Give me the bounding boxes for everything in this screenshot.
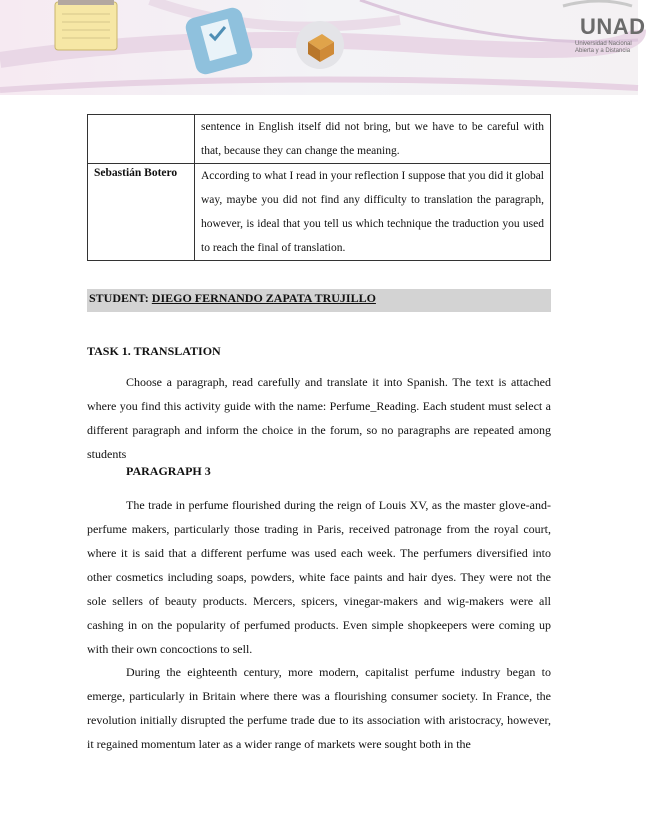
reviewer-comment: According to what I read in your reflection I suppose that you did it global way, maybe you did not find any difficulty to translation the paragraph, however, is ideal that you tell us which technique the traduction you used to reach the final of translation. xyxy=(201,170,544,254)
paragraph-3-continuation: During the eighteenth century, more modern, capitalist perfume industry began to emerge, particularly in Britain where there was a flourishing consumer society. In France, the revolution initially disrupted the perfume trade due to its association with aristocracy, however, it regained momentum later as a wider range of markets were sought both in the xyxy=(87,665,551,751)
student-label: STUDENT: xyxy=(89,291,149,305)
table-row xyxy=(88,164,551,261)
unad-logo-subtitle: Universidad Nacional Abierta y a Distancia xyxy=(575,41,632,54)
page-header-banner xyxy=(0,0,646,105)
comment-cell xyxy=(195,164,551,261)
student-name: DIEGO FERNANDO ZAPATA TRUJILLO xyxy=(151,291,376,305)
paragraph-3-text: The trade in perfume flourished during the reign of Louis XV, as the master glove-and-perfume makers, particularly those trading in Paris, received patronage from the royal court, where it is said that a different perfume was used each week. The perfumers diversified into other cosmetics including soaps, powders, white face paints and hair dyes. They were not the sole sellers of beauty products. Mercers, spicers, vinegar-makers and wig-makers were all cashing in on the popularity of perfumed products. Even simple shopkeepers were coming up with their own concoctions to sell. xyxy=(87,498,551,656)
reviewer-name: Sebastián Botero xyxy=(88,164,195,261)
comment-continuation: sentence in English itself did not bring, but we have to be careful with that, because they can change the meaning. xyxy=(201,121,544,157)
notepad-icon xyxy=(55,0,117,50)
unad-logo-text: UNAD xyxy=(580,14,646,39)
task-title: TASK 1. TRANSLATION xyxy=(87,344,221,358)
student-header-bar xyxy=(87,289,551,312)
task-instructions: Choose a paragraph, read carefully and translate it into Spanish. The text is attached where you find this activity guide with the name: Perfume_Reading. Each student must select a different paragraph and inform the choice in the forum, so no paragraphs are repeated among students xyxy=(87,375,551,461)
table-row xyxy=(88,115,551,164)
comment-cell xyxy=(195,115,551,164)
empty-name-cell xyxy=(88,115,195,164)
paragraph-label: PARAGRAPH 3 xyxy=(126,464,211,478)
decorative-header-graphic xyxy=(0,0,638,105)
peer-review-table xyxy=(87,114,551,261)
box-icon xyxy=(296,21,344,69)
